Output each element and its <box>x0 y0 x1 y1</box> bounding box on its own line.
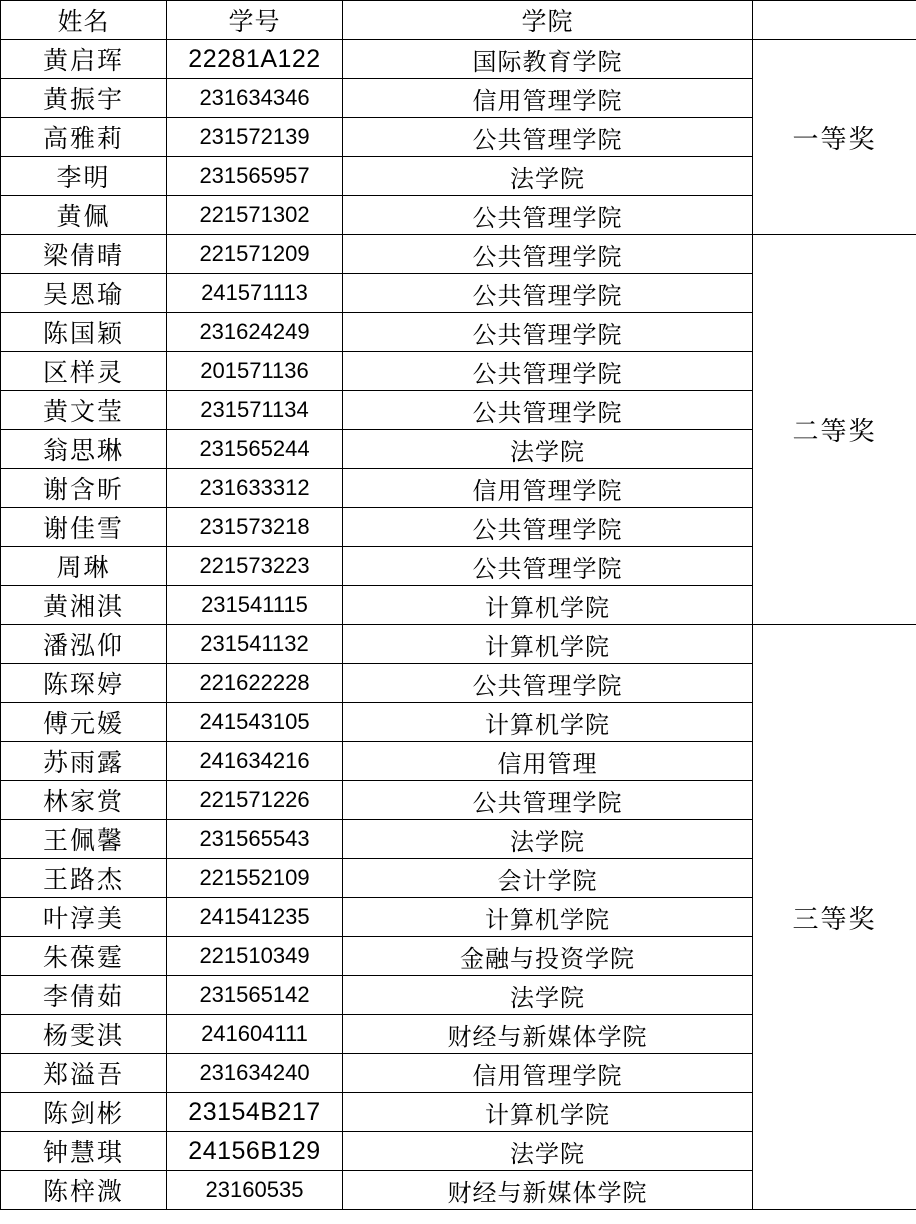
cell-student-name: 杨雯淇 <box>1 1015 167 1054</box>
table-row <box>1 625 916 664</box>
table-row <box>1 40 916 79</box>
cell-college: 信用管理学院 <box>343 469 753 508</box>
cell-student-id: 231634240 <box>167 1054 343 1093</box>
cell-student-id: 231541115 <box>167 586 343 625</box>
cell-student-id: 201571136 <box>167 352 343 391</box>
cell-student-id: 22281A122 <box>167 40 343 79</box>
cell-student-name: 陈国颖 <box>1 313 167 352</box>
cell-student-name: 黄文莹 <box>1 391 167 430</box>
cell-college: 信用管理学院 <box>343 79 753 118</box>
cell-college: 公共管理学院 <box>343 508 753 547</box>
cell-college: 信用管理学院 <box>343 1054 753 1093</box>
cell-student-name: 周琳 <box>1 547 167 586</box>
cell-college: 公共管理学院 <box>343 313 753 352</box>
cell-student-id: 221622228 <box>167 664 343 703</box>
cell-student-name: 苏雨露 <box>1 742 167 781</box>
column-header-award <box>753 1 916 40</box>
cell-college: 法学院 <box>343 820 753 859</box>
table-row <box>1 235 916 274</box>
cell-student-id: 221571302 <box>167 196 343 235</box>
cell-student-id: 221571226 <box>167 781 343 820</box>
cell-student-id: 221571209 <box>167 235 343 274</box>
cell-student-name: 钟慧琪 <box>1 1132 167 1171</box>
cell-college: 公共管理学院 <box>343 235 753 274</box>
cell-student-name: 黄湘淇 <box>1 586 167 625</box>
cell-student-id: 221573223 <box>167 547 343 586</box>
cell-college: 公共管理学院 <box>343 781 753 820</box>
cell-student-id: 231565244 <box>167 430 343 469</box>
cell-student-id: 23160535 <box>167 1171 343 1210</box>
cell-award-level: 三等奖 <box>753 625 916 1210</box>
cell-student-id: 231633312 <box>167 469 343 508</box>
cell-student-name: 林家赏 <box>1 781 167 820</box>
cell-college: 信用管理 <box>343 742 753 781</box>
cell-student-id: 241604111 <box>167 1015 343 1054</box>
cell-college: 公共管理学院 <box>343 352 753 391</box>
cell-student-name: 李倩茹 <box>1 976 167 1015</box>
cell-student-name: 李明 <box>1 157 167 196</box>
cell-student-id: 221510349 <box>167 937 343 976</box>
cell-college: 公共管理学院 <box>343 196 753 235</box>
cell-college: 会计学院 <box>343 859 753 898</box>
cell-student-id: 231541132 <box>167 625 343 664</box>
cell-college: 计算机学院 <box>343 898 753 937</box>
cell-college: 公共管理学院 <box>343 547 753 586</box>
column-header-college: 学院 <box>343 1 753 40</box>
cell-student-name: 叶淳美 <box>1 898 167 937</box>
cell-student-name: 吴恩瑜 <box>1 274 167 313</box>
cell-student-id: 231571134 <box>167 391 343 430</box>
cell-college: 公共管理学院 <box>343 664 753 703</box>
cell-college: 计算机学院 <box>343 1093 753 1132</box>
cell-student-name: 谢含昕 <box>1 469 167 508</box>
cell-student-name: 陈琛婷 <box>1 664 167 703</box>
cell-student-id: 241543105 <box>167 703 343 742</box>
cell-student-name: 区样灵 <box>1 352 167 391</box>
cell-college: 法学院 <box>343 1132 753 1171</box>
cell-award-level: 一等奖 <box>753 40 916 235</box>
cell-student-id: 24156B129 <box>167 1132 343 1171</box>
cell-college: 公共管理学院 <box>343 274 753 313</box>
cell-student-name: 高雅莉 <box>1 118 167 157</box>
table-body <box>1 1 916 1210</box>
cell-college: 财经与新媒体学院 <box>343 1015 753 1054</box>
cell-student-name: 傅元媛 <box>1 703 167 742</box>
column-header-name: 姓名 <box>1 1 167 40</box>
cell-student-id: 231572139 <box>167 118 343 157</box>
cell-student-name: 潘泓仰 <box>1 625 167 664</box>
cell-college: 法学院 <box>343 976 753 1015</box>
cell-student-name: 黄启珲 <box>1 40 167 79</box>
cell-student-id: 231634346 <box>167 79 343 118</box>
cell-student-name: 王佩馨 <box>1 820 167 859</box>
cell-student-id: 231624249 <box>167 313 343 352</box>
cell-college: 计算机学院 <box>343 625 753 664</box>
cell-student-name: 朱葆霆 <box>1 937 167 976</box>
cell-student-name: 陈剑彬 <box>1 1093 167 1132</box>
cell-student-id: 231565957 <box>167 157 343 196</box>
cell-student-name: 王路杰 <box>1 859 167 898</box>
cell-student-id: 241541235 <box>167 898 343 937</box>
cell-college: 公共管理学院 <box>343 118 753 157</box>
cell-student-id: 241634216 <box>167 742 343 781</box>
cell-student-id: 231565142 <box>167 976 343 1015</box>
cell-student-name: 翁思琳 <box>1 430 167 469</box>
cell-student-name: 谢佳雪 <box>1 508 167 547</box>
cell-student-id: 231565543 <box>167 820 343 859</box>
cell-student-id: 221552109 <box>167 859 343 898</box>
cell-college: 法学院 <box>343 430 753 469</box>
cell-college: 公共管理学院 <box>343 391 753 430</box>
cell-student-name: 陈梓溦 <box>1 1171 167 1210</box>
cell-college: 计算机学院 <box>343 586 753 625</box>
table-header-row <box>1 1 916 40</box>
cell-student-id: 241571113 <box>167 274 343 313</box>
column-header-id: 学号 <box>167 1 343 40</box>
cell-student-id: 231573218 <box>167 508 343 547</box>
cell-student-name: 黄佩 <box>1 196 167 235</box>
cell-college: 计算机学院 <box>343 703 753 742</box>
cell-student-name: 梁倩晴 <box>1 235 167 274</box>
cell-award-level: 二等奖 <box>753 235 916 625</box>
cell-college: 财经与新媒体学院 <box>343 1171 753 1210</box>
cell-student-id: 23154B217 <box>167 1093 343 1132</box>
cell-college: 法学院 <box>343 157 753 196</box>
cell-student-name: 黄振宇 <box>1 79 167 118</box>
cell-student-name: 郑溢吾 <box>1 1054 167 1093</box>
cell-college: 国际教育学院 <box>343 40 753 79</box>
cell-college: 金融与投资学院 <box>343 937 753 976</box>
